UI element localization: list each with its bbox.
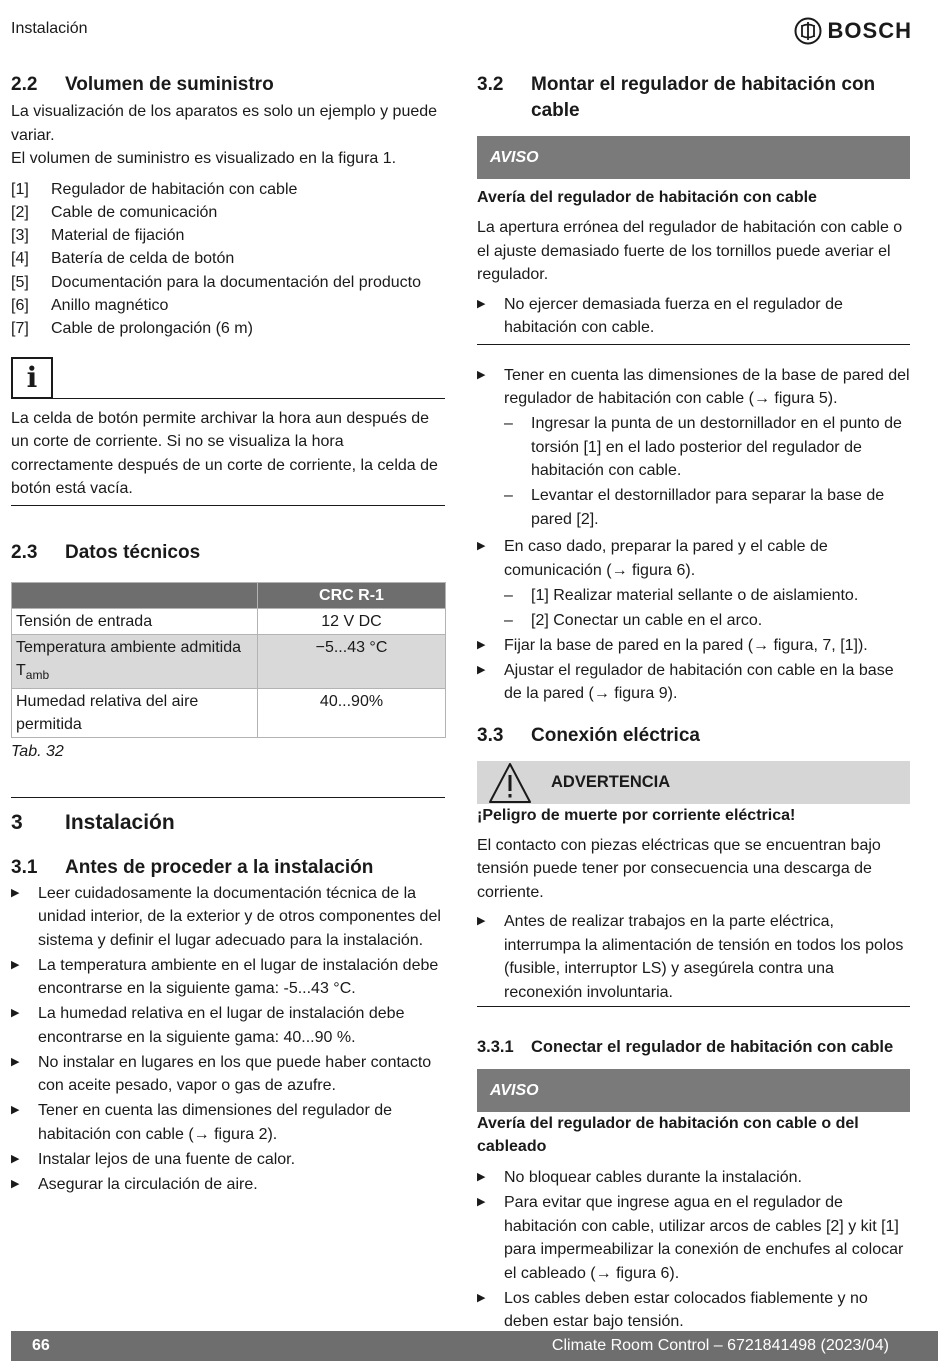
list-item: ▶ Asegurar la circulación de aire. [11,1175,258,1193]
supply-list [11,178,445,341]
list-item: ▶ No instalar en lugares en los que puede haber contacto con aceite pesado, vapor o gas de azufre. [11,1053,432,1095]
list-item: ▶ Ajustar el regulador de habitación con cable en la base de la pared (→ figura 9). [477,661,894,702]
list-item: ▶ Leer cuidadosamente la documentación técnica de la unidad interior, de la exterior y de otros componentes del sistema y definir el lugar adecuado para la instalación. [11,884,441,949]
sub-list-item: – [2] Conectar un cable en el arco. [504,611,763,629]
bullet-list [477,364,910,706]
heading-2-2: 2.2 Volumen de suministro [11,74,274,95]
list-item: [6] Anillo magnético [11,296,169,314]
page-section-title: Instalación [11,20,88,37]
info-text: La celda de botón permite archivar la hora aun después de un corte de corriente. Si no se visualiza la hora correctamente después de un corte de corriente, la celda de botón está vacía. [11,407,445,506]
document-reference: Climate Room Control – 6721841498 (2023/04) [551,1337,889,1354]
paragraph: La visualización de los aparatos es solo un ejemplo y puede variar. [11,103,438,144]
right-column [477,72,910,1336]
divider [11,797,445,798]
divider [477,344,910,345]
info-note [11,357,445,506]
notice-text: La apertura errónea del regulador de habitación con cable o el ajuste demasiado fuerte de los tornillos puede averiar el regulador. [477,219,903,283]
warning-title: ¡Peligro de muerte por corriente eléctrica! [477,806,796,824]
bosch-logo [794,17,912,45]
paragraph: El volumen de suministro es visualizado en la figura 1. [11,150,397,167]
table-header: CRC R-1 [258,582,446,608]
heading-3-2: 3.2 Montar el regulador de habitación con cable [477,74,876,121]
warning-text: El contacto con piezas eléctricas que se encuentran bajo tensión puede tener por consecuencia una descarga de corriente. [477,836,881,901]
warning-label: ADVERTENCIA [551,772,671,791]
table-row: Humedad relativa del aire permitida 40...90% [12,688,446,737]
notice-banner: AVISO [477,1069,910,1112]
heading-3-3-1: 3.3.1 Conectar el regulador de habitación con cable [477,1038,894,1056]
list-item: [2] Cable de comunicación [11,203,218,221]
list-item: ▶ Instalar lejos de una fuente de calor. [11,1150,296,1168]
bullet-list [11,882,445,1197]
notice-title: Avería del regulador de habitación con cable [477,189,817,206]
table-caption: Tab. 32 [11,742,64,760]
list-item: ▶ No ejercer demasiada fuerza en el regulador de habitación con cable. [477,295,843,336]
bullet-list [477,293,910,340]
list-item: ▶ En caso dado, preparar la pared y el cable de comunicación (→ figura 6). – [1] Realizar material sellante o de aislamiento. – [2] Conectar un cable en el arco. [477,535,910,632]
list-item: [5] Documentación para la documentación del producto [11,273,422,291]
heading-3-1: 3.1 Antes de proceder a la instalación [11,856,374,878]
list-item: ▶ Tener en cuenta las dimensiones del regulador de habitación con cable (→ figura 2). [11,1102,393,1143]
page-footer [11,1331,938,1361]
notice-title: Avería del regulador de habitación con cable o del cableado [477,1115,859,1155]
info-icon: i [11,357,53,399]
list-item: ▶ La humedad relativa en el lugar de instalación debe encontrarse en la siguiente gama: 40...90 %. [11,1005,405,1046]
table-row: Tensión de entrada 12 V DC [12,608,446,634]
warning-triangle-icon [487,761,533,804]
sub-list-item: – [1] Realizar material sellante o de aislamiento. [504,586,859,604]
left-column [11,72,445,1198]
list-item: ▶ Para evitar que ingrese agua en el regulador de habitación con cable, utilizar arcos de cables [2] y kit [1] para impermeabilizar la conexión de enchufes al colocar el cableado (→ figura 6). [477,1194,904,1282]
sub-list-item: – Ingresar la punta de un destornillador en el punto de torsión [1] en el lado posterior del regulador de habitación con cable. [504,415,902,479]
tech-data-table [11,582,446,738]
list-item: ▶ Antes de realizar trabajos en la parte eléctrica, interrumpa la alimentación de tensión en todos los polos (fusible, interruptor LS) y asegúrela contra una reconexión involuntaria. [477,913,904,1001]
heading-3-3: 3.3 Conexión eléctrica [477,724,700,746]
list-item: ▶ La temperatura ambiente en el lugar de instalación debe encontrarse en la siguiente gama: -5...43 °C. [11,956,439,998]
list-item: ▶ Los cables deben estar colocados fiablemente y no deben estar bajo tensión. [477,1289,868,1330]
table-row: Temperatura ambiente admitida $T_{amb}$ −5...43 °C [12,634,446,688]
warning-banner [477,761,910,804]
bosch-armature-icon [794,17,822,45]
list-item: ▶ No bloquear cables durante la instalación. [477,1169,802,1186]
bullet-list [477,910,910,1004]
list-item: [4] Batería de celda de botón [11,250,235,268]
notice-banner: AVISO [477,136,910,179]
bullet-list [477,1166,910,1334]
heading-2-3: 2.3 Datos técnicos [11,541,201,563]
page-number: 66 [32,1337,50,1354]
sub-list-item: – Levantar el destornillador para separar la base de pared [2]. [504,487,885,528]
list-item: [1] Regulador de habitación con cable [11,180,298,198]
heading-3: 3 Instalación [11,810,175,834]
divider [477,1006,910,1007]
list-item: [7] Cable de prolongación (6 m) [11,320,253,338]
list-item: ▶ Fijar la base de pared en la pared (→ figura, 7, [1]). [477,636,868,654]
list-item: [3] Material de fijación [11,227,185,245]
brand-name: BOSCH [827,18,912,43]
list-item: ▶ Tener en cuenta las dimensiones de la base de pared del regulador de habitación con cable (→ figura 5). – Ingresar la punta de un destornillador en el punto de torsión [1] en el lado posterior del regulador de habitación con cable. – Levantar el destornillador para separar la base de pared [2]. [477,364,910,532]
